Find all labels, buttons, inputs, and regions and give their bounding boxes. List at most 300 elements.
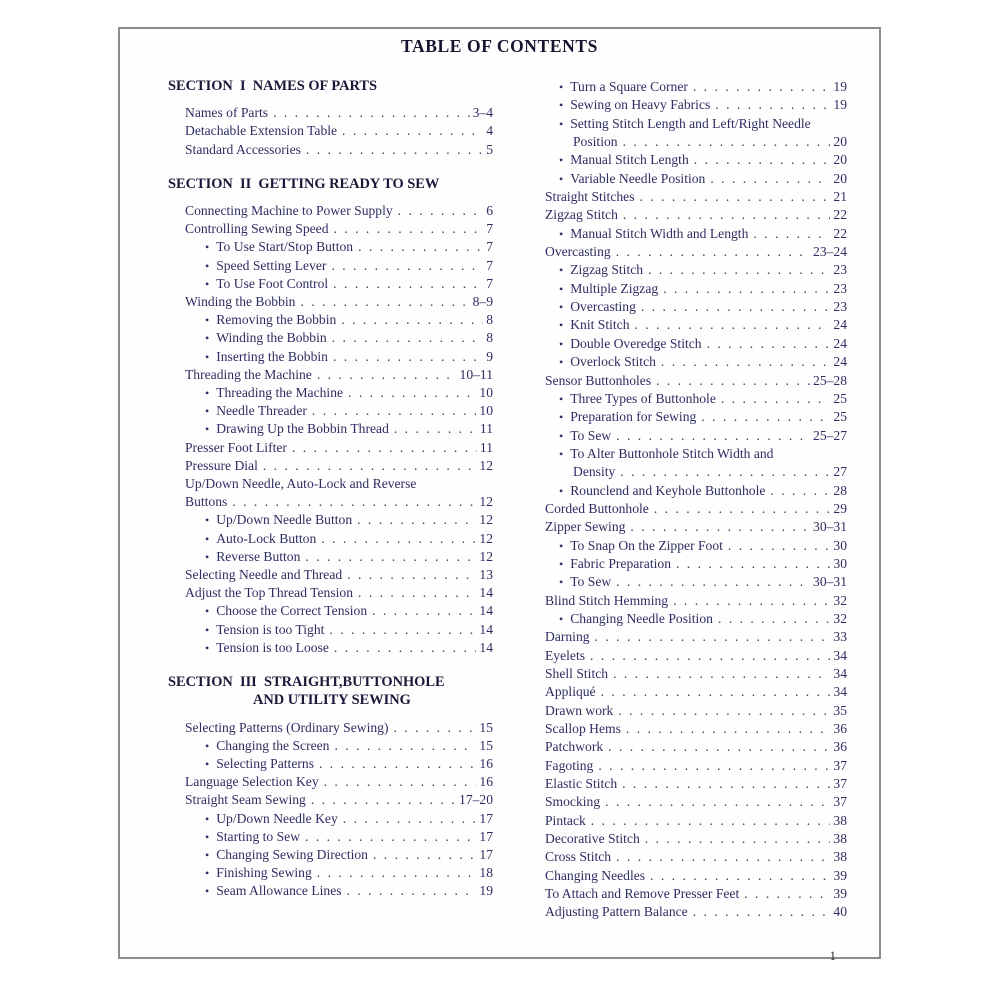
- toc-entry-label: Manual Stitch Width and Length: [570, 225, 749, 241]
- dot-leader: [347, 882, 477, 900]
- dot-leader: [358, 238, 483, 256]
- toc-entry: [168, 639, 493, 657]
- dot-leader: [616, 848, 830, 866]
- toc-entry-page: 9: [486, 348, 493, 364]
- dot-leader: [718, 610, 830, 628]
- toc-entry-label: Threading the Machine: [185, 366, 312, 382]
- toc-entry-label: Scallop Hems: [545, 721, 621, 737]
- toc-entry-label: Auto-Lock Button: [216, 530, 317, 546]
- bullet-icon: •: [205, 386, 210, 401]
- toc-entry-page: 27: [833, 464, 847, 480]
- toc-entry-page: 39: [833, 886, 847, 902]
- toc-entry: [545, 243, 847, 261]
- toc-entry-page: 35: [833, 702, 847, 718]
- toc-entry-label: Turn a Square Corner: [570, 79, 688, 94]
- dot-leader: [305, 828, 476, 846]
- toc-entry: [168, 530, 493, 548]
- dot-leader: [348, 384, 476, 402]
- toc-entry-label: Language Selection Key: [185, 774, 319, 790]
- toc-entry-page: 22: [833, 225, 847, 241]
- toc-entry-page: 25–27: [813, 427, 847, 443]
- toc-entry: [168, 882, 493, 900]
- bullet-icon: •: [559, 556, 564, 571]
- bullet-icon: •: [205, 622, 210, 637]
- toc-entry-page: 17: [479, 810, 493, 826]
- toc-entry-page: 36: [833, 739, 847, 755]
- toc-entry-label: Tension is too Tight: [216, 621, 325, 637]
- dot-leader: [663, 280, 830, 298]
- toc-entry-label: Overlock Stitch: [570, 354, 656, 370]
- bullet-icon: •: [559, 281, 564, 296]
- toc-entry-page: 8: [486, 312, 493, 328]
- bullet-icon: •: [559, 226, 564, 241]
- dot-leader: [645, 830, 831, 848]
- toc-entry: [545, 757, 847, 775]
- dot-leader: [707, 335, 831, 353]
- toc-entry: [168, 122, 493, 140]
- toc-entry-label: Manual Stitch Length: [570, 152, 689, 168]
- toc-entry-label: Selecting Patterns: [216, 755, 314, 771]
- toc-entry-label: To Use Start/Stop Button: [216, 239, 354, 255]
- toc-entry-label: Buttons: [185, 494, 228, 510]
- toc-entry-page: 14: [479, 639, 493, 655]
- bullet-icon: •: [559, 446, 564, 461]
- toc-entry-label: Straight Stitches: [545, 189, 635, 205]
- toc-entry-page: 24: [833, 335, 847, 351]
- toc-entry-page: 20: [833, 134, 847, 150]
- toc-entry: [545, 316, 847, 334]
- toc-entry-page: 10–11: [459, 366, 493, 382]
- dot-leader: [623, 206, 831, 224]
- dot-leader: [311, 791, 456, 809]
- toc-entry-page: 12: [479, 530, 493, 546]
- dot-leader: [616, 427, 810, 445]
- toc-entry-label: Drawing Up the Bobbin Thread: [216, 421, 389, 437]
- dot-leader: [329, 621, 476, 639]
- dot-leader: [394, 420, 477, 438]
- toc-entry: [168, 621, 493, 639]
- toc-entry: [545, 96, 847, 114]
- section-heading-text: SECTION I NAMES OF PARTS: [168, 78, 377, 94]
- toc-entry-page: 24: [833, 354, 847, 370]
- dot-leader: [613, 665, 830, 683]
- toc-entry-label: Eyelets: [545, 647, 586, 663]
- toc-entry-label: Pintack: [545, 812, 586, 828]
- dot-leader: [640, 188, 831, 206]
- bullet-icon: •: [559, 153, 564, 168]
- dot-leader: [623, 133, 831, 151]
- toc-entry: [168, 773, 493, 791]
- toc-entry-page: 17–20: [459, 792, 493, 808]
- toc-entry: [168, 402, 493, 420]
- bullet-icon: •: [559, 336, 564, 351]
- toc-entry-page: 16: [479, 774, 493, 790]
- dot-leader: [715, 96, 830, 114]
- bullet-icon: •: [205, 640, 210, 655]
- section-heading-text: SECTION II GETTING READY TO SEW: [168, 175, 440, 192]
- toc-entry-page: 3–4: [472, 105, 493, 121]
- dot-leader: [656, 372, 810, 390]
- bullet-icon: •: [559, 300, 564, 315]
- toc-entry-label: Winding the Bobbin: [185, 294, 296, 310]
- dot-leader: [673, 592, 830, 610]
- dot-leader: [334, 220, 484, 238]
- toc-entry: [168, 141, 493, 159]
- toc-entry-page: 18: [479, 865, 493, 881]
- toc-entry-page: 20: [833, 170, 847, 186]
- toc-entry-page: 7: [486, 239, 493, 255]
- dot-leader: [616, 243, 810, 261]
- toc-entry-label: Tension is too Loose: [216, 639, 329, 655]
- toc-entry: [545, 298, 847, 316]
- dot-leader: [312, 402, 477, 420]
- bullet-icon: •: [205, 404, 210, 419]
- toc-entry: [168, 348, 493, 366]
- bullet-icon: •: [205, 756, 210, 771]
- bullet-icon: •: [559, 318, 564, 333]
- toc-entry: [168, 755, 493, 773]
- dot-leader: [654, 500, 831, 518]
- toc-entry-label: Drawn work: [545, 702, 614, 718]
- toc-entry-page: 30: [833, 537, 847, 553]
- toc-entry-page: 12: [479, 512, 493, 528]
- toc-entry-page: 39: [833, 867, 847, 883]
- bullet-icon: •: [205, 549, 210, 564]
- toc-entry: [545, 592, 847, 610]
- toc-entry-label: Zigzag Stitch: [570, 262, 644, 278]
- toc-entry-page: 7: [486, 221, 493, 237]
- toc-entry-label: Corded Buttonhole: [545, 500, 649, 516]
- bullet-icon: •: [559, 116, 564, 131]
- dot-leader: [324, 773, 477, 791]
- bullet-icon: •: [205, 884, 210, 899]
- toc-entry-label: Zigzag Stitch: [545, 207, 618, 223]
- toc-entry-label: Changing Needle Position: [570, 610, 713, 626]
- toc-entry-label: Appliqué: [545, 684, 596, 700]
- dot-leader: [321, 530, 476, 548]
- toc-entry-page: 34: [833, 666, 847, 681]
- toc-entry: [545, 738, 847, 756]
- toc-entry: [168, 566, 493, 584]
- toc-entry-label: Pressure Dial: [185, 457, 258, 473]
- toc-entry: [545, 537, 847, 555]
- dot-leader: [317, 366, 457, 384]
- dot-leader: [728, 537, 830, 555]
- toc-entry-page: 30–31: [813, 574, 847, 590]
- toc-entry: [168, 511, 493, 529]
- bullet-icon: •: [205, 866, 210, 881]
- toc-entry-page: 23: [833, 262, 847, 278]
- toc-entry-label: Up/Down Needle Button: [216, 512, 353, 528]
- toc-entry: [168, 238, 493, 256]
- toc-entry: [545, 133, 847, 151]
- toc-entry: [168, 737, 493, 755]
- toc-entry-page: 4: [486, 123, 493, 139]
- toc-entry: [545, 372, 847, 390]
- dot-leader: [398, 202, 484, 220]
- toc-entry-label: Double Overedge Stitch: [570, 335, 702, 351]
- toc-entry-label: Changing Needles: [545, 867, 646, 883]
- dot-leader: [273, 104, 470, 122]
- toc-entry-page: 22: [833, 207, 847, 223]
- bullet-icon: •: [205, 604, 210, 619]
- toc-entry-label: To Sew: [570, 574, 612, 590]
- section-heading: [168, 175, 493, 193]
- toc-entry-label: Decorative Stitch: [545, 831, 640, 847]
- toc-entry-label: Changing the Screen: [216, 737, 330, 753]
- dot-leader: [618, 702, 830, 720]
- toc-entry-label: Choose the Correct Tension: [216, 603, 368, 619]
- toc-entry-page: 7: [486, 275, 493, 291]
- toc-entry-page: 5: [486, 141, 493, 157]
- manual-page: [118, 27, 881, 963]
- toc-entry: [168, 420, 493, 438]
- bullet-icon: •: [559, 171, 564, 186]
- toc-entry-page: 12: [479, 548, 493, 564]
- dot-leader: [334, 639, 477, 657]
- toc-entry-page: 6: [486, 203, 493, 219]
- toc-entry-page: 37: [833, 776, 847, 792]
- toc-entry: [545, 408, 847, 426]
- bullet-icon: •: [205, 313, 210, 328]
- toc-entry: [168, 311, 493, 329]
- toc-entry: [168, 366, 493, 384]
- toc-entry-page: 34: [833, 647, 847, 663]
- dot-leader: [661, 353, 831, 371]
- toc-entry: [545, 78, 847, 96]
- toc-entry: [545, 683, 847, 701]
- dot-leader: [770, 482, 830, 500]
- bullet-icon: •: [205, 531, 210, 546]
- toc-entry: [168, 602, 493, 620]
- toc-entry: [168, 202, 493, 220]
- bullet-icon: •: [205, 331, 210, 346]
- bullet-icon: •: [559, 355, 564, 370]
- toc-entry: [545, 830, 847, 848]
- bullet-icon: •: [205, 513, 210, 528]
- dot-leader: [721, 390, 831, 408]
- toc-entry-page: 14: [479, 603, 493, 619]
- toc-entry-label: Cross Stitch: [545, 849, 612, 865]
- toc-entry-label: Fabric Preparation: [570, 555, 671, 571]
- toc-entry: [168, 220, 493, 238]
- dot-leader: [595, 628, 831, 646]
- dot-leader: [605, 793, 830, 811]
- dot-leader: [300, 293, 469, 311]
- toc-entry-label: Speed Setting Lever: [216, 257, 327, 273]
- dot-leader: [701, 408, 830, 426]
- toc-entry-page: 21: [833, 189, 847, 205]
- toc-entry-label: Blind Stitch Hemming: [545, 592, 669, 608]
- toc-entry-page: 30–31: [813, 519, 847, 535]
- toc-entry-label: Straight Seam Sewing: [185, 792, 306, 808]
- toc-entry-page: 19: [833, 79, 847, 94]
- toc-entry-label: Reverse Button: [216, 548, 301, 564]
- toc-entry-page: 15: [479, 737, 493, 753]
- toc-entry: [545, 647, 847, 665]
- toc-entry: [168, 846, 493, 864]
- toc-entry-page: 24: [833, 317, 847, 333]
- toc-entry-label: Rounclend and Keyhole Buttonhole: [570, 482, 766, 498]
- section-heading: [168, 77, 493, 95]
- toc-entry: [168, 475, 493, 493]
- toc-entry: [545, 353, 847, 371]
- toc-entry-label: To Use Foot Control: [216, 275, 329, 291]
- toc-entry-label: Elastic Stitch: [545, 776, 618, 792]
- toc-entry-page: 13: [479, 567, 493, 583]
- toc-entry: [168, 864, 493, 882]
- toc-entry: [168, 293, 493, 311]
- toc-entry-label: Variable Needle Position: [570, 170, 706, 186]
- toc-entry-label: To Alter Buttonhole Stitch Width and: [570, 445, 774, 461]
- toc-entry-page: 30: [833, 555, 847, 571]
- toc-entry: [545, 518, 847, 536]
- toc-entry-page: 40: [833, 904, 847, 920]
- toc-entry-page: 8–9: [472, 294, 493, 310]
- dot-leader: [319, 755, 476, 773]
- toc-entry-page: 15: [479, 719, 493, 735]
- toc-entry-label: Multiple Zigzag: [570, 280, 659, 296]
- toc-entry-page: 38: [833, 812, 847, 828]
- toc-entry-page: 28: [833, 482, 847, 498]
- dot-leader: [263, 457, 477, 475]
- toc-entry-page: 11: [479, 421, 493, 437]
- toc-entry-label: Position: [573, 134, 618, 150]
- toc-entry: [168, 384, 493, 402]
- toc-entry-label: Up/Down Needle Key: [216, 810, 338, 826]
- dot-leader: [331, 257, 483, 275]
- toc-entry-label: Zipper Sewing: [545, 519, 626, 535]
- toc-entry-label: Three Types of Buttonhole: [570, 390, 716, 406]
- toc-entry-page: 19: [479, 883, 493, 899]
- dot-leader: [347, 566, 476, 584]
- toc-entry: [168, 457, 493, 475]
- toc-entry-page: 10: [479, 385, 493, 401]
- toc-entry: [168, 828, 493, 846]
- bullet-icon: •: [559, 538, 564, 553]
- toc-entry: [545, 903, 847, 921]
- dot-leader: [616, 573, 810, 591]
- toc-entry: [545, 115, 847, 133]
- dot-leader: [358, 584, 476, 602]
- toc-entry: [545, 390, 847, 408]
- toc-entry: [545, 885, 847, 903]
- dot-leader: [357, 511, 476, 529]
- toc-entry-label: Starting to Sew: [216, 828, 301, 844]
- toc-entry-label: Adjusting Pattern Balance: [545, 904, 688, 920]
- section-heading-text-line2: AND UTILITY SEWING: [253, 692, 411, 709]
- toc-entry-page: 23: [833, 299, 847, 315]
- dot-leader: [342, 122, 483, 140]
- dot-leader: [232, 493, 476, 511]
- bullet-icon: •: [559, 428, 564, 443]
- toc-entry-page: 10: [479, 403, 493, 419]
- toc-entry-page: 17: [479, 828, 493, 844]
- toc-entry: [545, 261, 847, 279]
- toc-entry-label: Knit Stitch: [570, 317, 630, 333]
- toc-entry: [168, 810, 493, 828]
- toc-entry: [168, 548, 493, 566]
- toc-entry-label: Presser Foot Lifter: [185, 439, 287, 455]
- toc-entry-page: 16: [479, 755, 493, 771]
- dot-leader: [693, 903, 831, 921]
- toc-entry: [168, 584, 493, 602]
- toc-entry-page: 12: [479, 457, 493, 473]
- toc-entry-page: 25: [833, 390, 847, 406]
- page-title: TABLE OF CONTENTS: [401, 36, 598, 56]
- dot-leader: [744, 885, 830, 903]
- toc-entry: [545, 775, 847, 793]
- toc-entry-page: 38: [833, 831, 847, 847]
- dot-leader: [753, 225, 830, 243]
- toc-entry: [545, 628, 847, 646]
- toc-entry-label: Shell Stitch: [545, 666, 609, 681]
- toc-entry-label: Standard Accessories: [185, 141, 301, 157]
- dot-leader: [343, 810, 477, 828]
- toc-entry: [545, 482, 847, 500]
- toc-entry: [168, 257, 493, 275]
- toc-entry: [545, 555, 847, 573]
- bullet-icon: •: [205, 738, 210, 753]
- bullet-icon: •: [559, 611, 564, 626]
- toc-entry: [545, 702, 847, 720]
- toc-entry: [168, 719, 493, 737]
- toc-entry-label: Inserting the Bobbin: [216, 348, 328, 364]
- toc-entry-page: 14: [479, 621, 493, 637]
- dot-leader: [372, 602, 476, 620]
- bullet-icon: •: [205, 422, 210, 437]
- toc-entry-page: 37: [833, 794, 847, 810]
- bullet-icon: •: [205, 829, 210, 844]
- toc-entry-label: Changing Sewing Direction: [216, 846, 368, 862]
- toc-entry-page: 20: [833, 152, 847, 168]
- toc-entry-label: Names of Parts: [185, 105, 269, 121]
- toc-entry-label: Selecting Needle and Thread: [185, 567, 343, 583]
- toc-entry: [545, 665, 847, 683]
- toc-entry-label: Detachable Extension Table: [185, 123, 338, 139]
- dot-leader: [334, 737, 476, 755]
- dot-leader: [648, 261, 830, 279]
- dot-leader: [601, 683, 831, 701]
- toc-entry-label: To Snap On the Zipper Foot: [570, 537, 723, 553]
- dot-leader: [694, 151, 831, 169]
- toc-entry-label: Winding the Bobbin: [216, 330, 327, 346]
- dot-leader: [626, 720, 831, 738]
- dot-leader: [306, 141, 483, 159]
- toc-entry: [545, 848, 847, 866]
- section-heading-text: SECTION III STRAIGHT,BUTTONHOLE: [168, 674, 445, 691]
- toc-entry-page: 8: [486, 330, 493, 346]
- toc-entry-page: 19: [833, 97, 847, 113]
- bullet-icon: •: [205, 240, 210, 255]
- dot-leader: [341, 311, 483, 329]
- toc-entry: [545, 500, 847, 518]
- toc-entry-page: 12: [479, 494, 493, 510]
- toc-entry-page: 38: [833, 849, 847, 865]
- toc-entry: [545, 280, 847, 298]
- bullet-icon: •: [205, 349, 210, 364]
- toc-entry-page: 11: [479, 439, 493, 455]
- toc-entry: [168, 493, 493, 511]
- toc-entry-page: 32: [833, 592, 847, 608]
- bullet-icon: •: [559, 575, 564, 590]
- toc-entry-label: Sewing on Heavy Fabrics: [570, 97, 711, 113]
- toc-entry-page: 32: [833, 610, 847, 626]
- toc-entry: [545, 225, 847, 243]
- bullet-icon: •: [559, 483, 564, 498]
- toc-entry-label: Seam Allowance Lines: [216, 883, 342, 899]
- toc-entry-label: To Attach and Remove Presser Feet: [545, 886, 740, 902]
